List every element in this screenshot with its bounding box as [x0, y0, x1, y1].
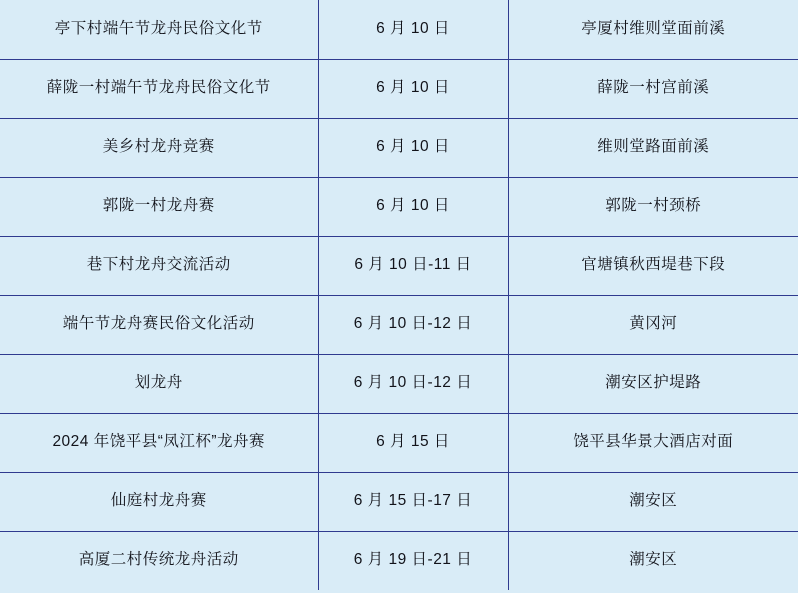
table-row [0, 236, 798, 295]
cell-activity-name: 巷下村龙舟交流活动 [0, 236, 318, 295]
cell-location: 潮安区 [508, 531, 798, 590]
cell-location: 潮安区护堤路 [508, 354, 798, 413]
cell-date: 6 月 15 日-17 日 [318, 472, 508, 531]
cell-date: 6 月 10 日-12 日 [318, 354, 508, 413]
cell-activity-name: 2024 年饶平县“凤江杯”龙舟赛 [0, 413, 318, 472]
cell-location: 潮安区 [508, 472, 798, 531]
table-row [0, 118, 798, 177]
table-row [0, 177, 798, 236]
cell-date: 6 月 19 日-21 日 [318, 531, 508, 590]
cell-location: 薛陇一村宫前溪 [508, 59, 798, 118]
cell-date: 6 月 10 日 [318, 118, 508, 177]
cell-activity-name: 美乡村龙舟竞赛 [0, 118, 318, 177]
cell-activity-name: 端午节龙舟赛民俗文化活动 [0, 295, 318, 354]
cell-date: 6 月 10 日 [318, 0, 508, 59]
cell-date: 6 月 15 日 [318, 413, 508, 472]
cell-activity-name: 薛陇一村端午节龙舟民俗文化节 [0, 59, 318, 118]
table-row [0, 354, 798, 413]
cell-location: 郭陇一村颈桥 [508, 177, 798, 236]
cell-location: 亭厦村维则堂面前溪 [508, 0, 798, 59]
cell-activity-name: 仙庭村龙舟赛 [0, 472, 318, 531]
cell-location: 黄冈河 [508, 295, 798, 354]
cell-activity-name: 划龙舟 [0, 354, 318, 413]
table-row [0, 413, 798, 472]
cell-date: 6 月 10 日 [318, 177, 508, 236]
cell-activity-name: 亭下村端午节龙舟民俗文化节 [0, 0, 318, 59]
table-row [0, 472, 798, 531]
cell-location: 官塘镇秋西堤巷下段 [508, 236, 798, 295]
cell-location: 饶平县华景大酒店对面 [508, 413, 798, 472]
table-row [0, 295, 798, 354]
table-row [0, 59, 798, 118]
cell-activity-name: 郭陇一村龙舟赛 [0, 177, 318, 236]
cell-date: 6 月 10 日-12 日 [318, 295, 508, 354]
table-row [0, 531, 798, 590]
cell-date: 6 月 10 日 [318, 59, 508, 118]
cell-activity-name: 高厦二村传统龙舟活动 [0, 531, 318, 590]
cell-location: 维则堂路面前溪 [508, 118, 798, 177]
table-row [0, 0, 798, 59]
cell-date: 6 月 10 日-11 日 [318, 236, 508, 295]
